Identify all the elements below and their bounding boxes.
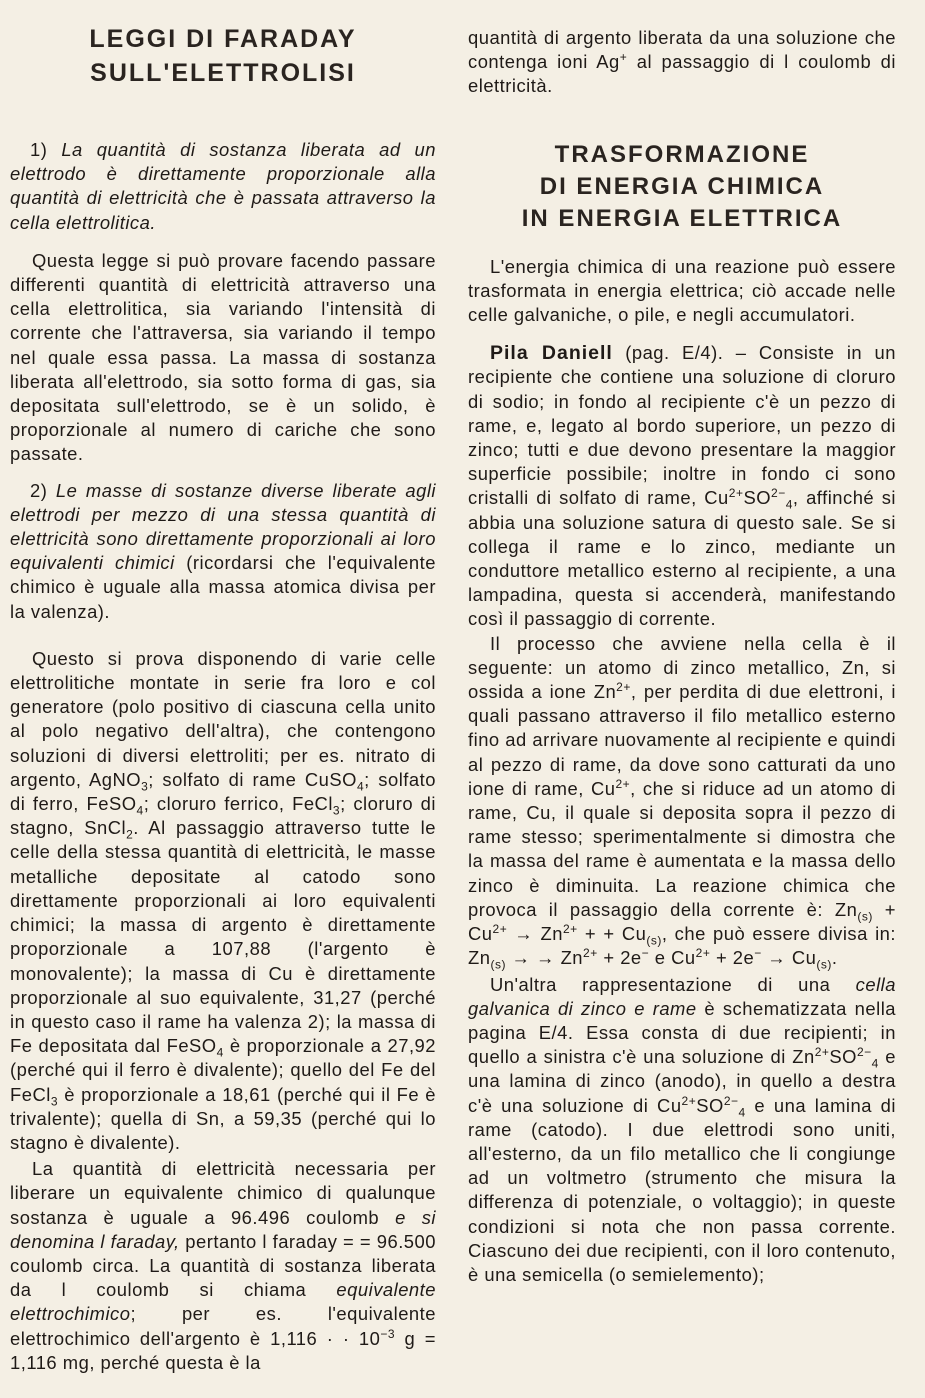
right-column xyxy=(468,0,896,1287)
law-2: 2) Le masse di sostanze diverse liberate agli elettrodi per mezzo di una stessa quantità di elettricità sono direttamente proporzionali ai loro equivalenti chimici (ricordarsi che l'equivalente chimico è uguale alla massa atomica divisa per la valenza). xyxy=(10,479,436,622)
daniell-cell: Pila Daniell (pag. E/4). – Consiste in un recipiente che contiene una soluzione di cloruro di sodio; in fondo al recipiente c'è un pezzo di rame, e, legato al bordo superiore, un pezzo di zinco; tutti e due devono presentare la maggior superficie possibile; inoltre in fondo ci sono cristalli di solfato di rame, $Cu^{2+}SO^{2-}_4$, affinché si abbia una soluzione satura di questo sale. Se si collega il rame e lo zinco, mediante un conduttore metallico esterno al recipiente, a una lampadina, questa si accenderà, manifestando così il passaggio di corrente. xyxy=(468,342,896,630)
energy-intro: L'energia chimica di una reazione può essere trasformata in energia elettrica; ciò accade nelle celle galvaniche, o pile, e negli accumulatori. xyxy=(468,255,896,326)
title-line: LEGGI DI FARADAY xyxy=(89,25,357,53)
title-line: SULL'ELETTROLISI xyxy=(90,59,356,87)
title-line: TRASFORMAZIONE xyxy=(554,140,810,168)
energy-title xyxy=(468,139,896,235)
faraday-constant: La quantità di elettricità necessaria per liberare un equivalente chimico di qualunque sostanza è uguale a 96.496 coulomb e si denomina l faraday, pertanto l faraday = = 96.500 coulomb circa. La quantità di sostanza liberata da l coulomb si chiama equivalente elettrochimico; per es. l'equivalente elettrochimico dell'argento è 1,116 · · $10^{-3}$ g = 1,116 mg, perché questa è la xyxy=(10,1158,436,1373)
faraday-title xyxy=(10,22,436,90)
law-1: 1) La quantità di sostanza liberata ad un elettrodo è direttamente proporzionale alla quantità di elettricità che è passata attraverso la cella elettrolitica. xyxy=(10,139,436,233)
title-line: DI ENERGIA CHIMICA xyxy=(539,172,825,200)
continued-text: quantità di argento liberata da una soluzione che contenga ioni Ag+ al passaggio di l coulomb di elettricità. xyxy=(468,27,896,97)
galvanic-cell: Un'altra rappresentazione di una cella galvanica di zinco e rame è schematizzata nella pagina E/4. Essa consta di due recipienti; in quello a sinistra c'è una soluzione di $Zn^{2+}SO^{2-}_4$ e una lamina di zinco (anodo), in quello a destra c'è una soluzione di $Cu^{2+}SO^{2-}_4$ e una lamina di rame (catodo). I due elettrodi sono uniti, all'esterno, da un filo metallico che li congiunge ad un voltmetro (strumento che misura la differenza di potenziale, o voltaggio); in queste condizioni si nota che non passa corrente. Ciascuno dei due recipienti, con il loro contenuto, è una semicella (o semielemento); xyxy=(468,973,897,1285)
left-column xyxy=(10,0,436,1375)
law-2-experiment: Questo si prova disponendo di varie celle elettrolitiche montate in serie fra loro e col generatore (polo positivo di ciascuna cella unito al polo negativo dell'altra), che contengono soluzioni di diversi elettroliti; per es. nitrato di argento, AgNO$_3$; solfato di rame CuSO$_4$; solfato di ferro, FeSO$_4$; cloruro ferrico, FeCl$_3$; cloruro di stagno, SnCl$_2$. Al passaggio attraverso tutte le celle della stessa quantità di elettricità, le masse metalliche depositate al catodo sono direttamente proporzionali ai loro equivalenti chimici; la massa di argento è direttamente proporzionale a 107,88 (l'argento è monovalente); la massa di Cu è direttamente proporzionale al suo equivalente, 31,27 (perché in questo caso il rame ha valenza 2); la massa di Fe depositata dal FeSO$_4$ è proporzionale a 27,92 (perché qui il ferro è divalente); quello del Fe del FeCl$_3$ è proporzionale a 18,61 (perché qui il Fe è trivalente); quella di Sn, a 59,35 (perché qui lo stagno è divalente). xyxy=(10,647,437,1153)
title-line: IN ENERGIA ELETTRICA xyxy=(521,204,843,232)
law-1-explanation: Questa legge si può provare facendo passare differenti quantità di elettricità attraverso una cella elettrolitica, sia variando l'intensità di corrente che l'attraversa, sia variando il tempo nel quale essa passa. La massa di sostanza liberata all'elettrodo, sia sotto forma di gas, sia depositata sull'elettrodo, se è un solido, è proporzionale al numero di cariche che sono passate. xyxy=(10,249,436,465)
cell-process: Il processo che avviene nella cella è il seguente: un atomo di zinco metallico, Zn, si ossida a ione $Zn^{2+}$, per perdita di due elettroni, i quali passano attraverso il filo metallico esterno fino ad arrivare nuovamente al recipiente e quindi al pezzo di rame, da dove sono catturati da uno ione di rame, $Cu^{2+}$, che si riduce ad un atomo di rame, Cu, il quale si deposita sopra il pezzo di rame stesso; sperimentalmente si dimostra che la massa del rame è aumentata e la massa dello zinco è diminuita. La reazione chimica che provoca il passaggio della corrente è: $Zn_{(s)} + Cu^{2+} \to Zn^{2+}$ + + $Cu_{(s)}$, che può essere divisa in: $Zn_{(s)}$ → → $Zn^{2+} + 2e^-$ e $Cu^{2+} + 2e^- \to Cu_{(s)}$. xyxy=(468,632,896,972)
